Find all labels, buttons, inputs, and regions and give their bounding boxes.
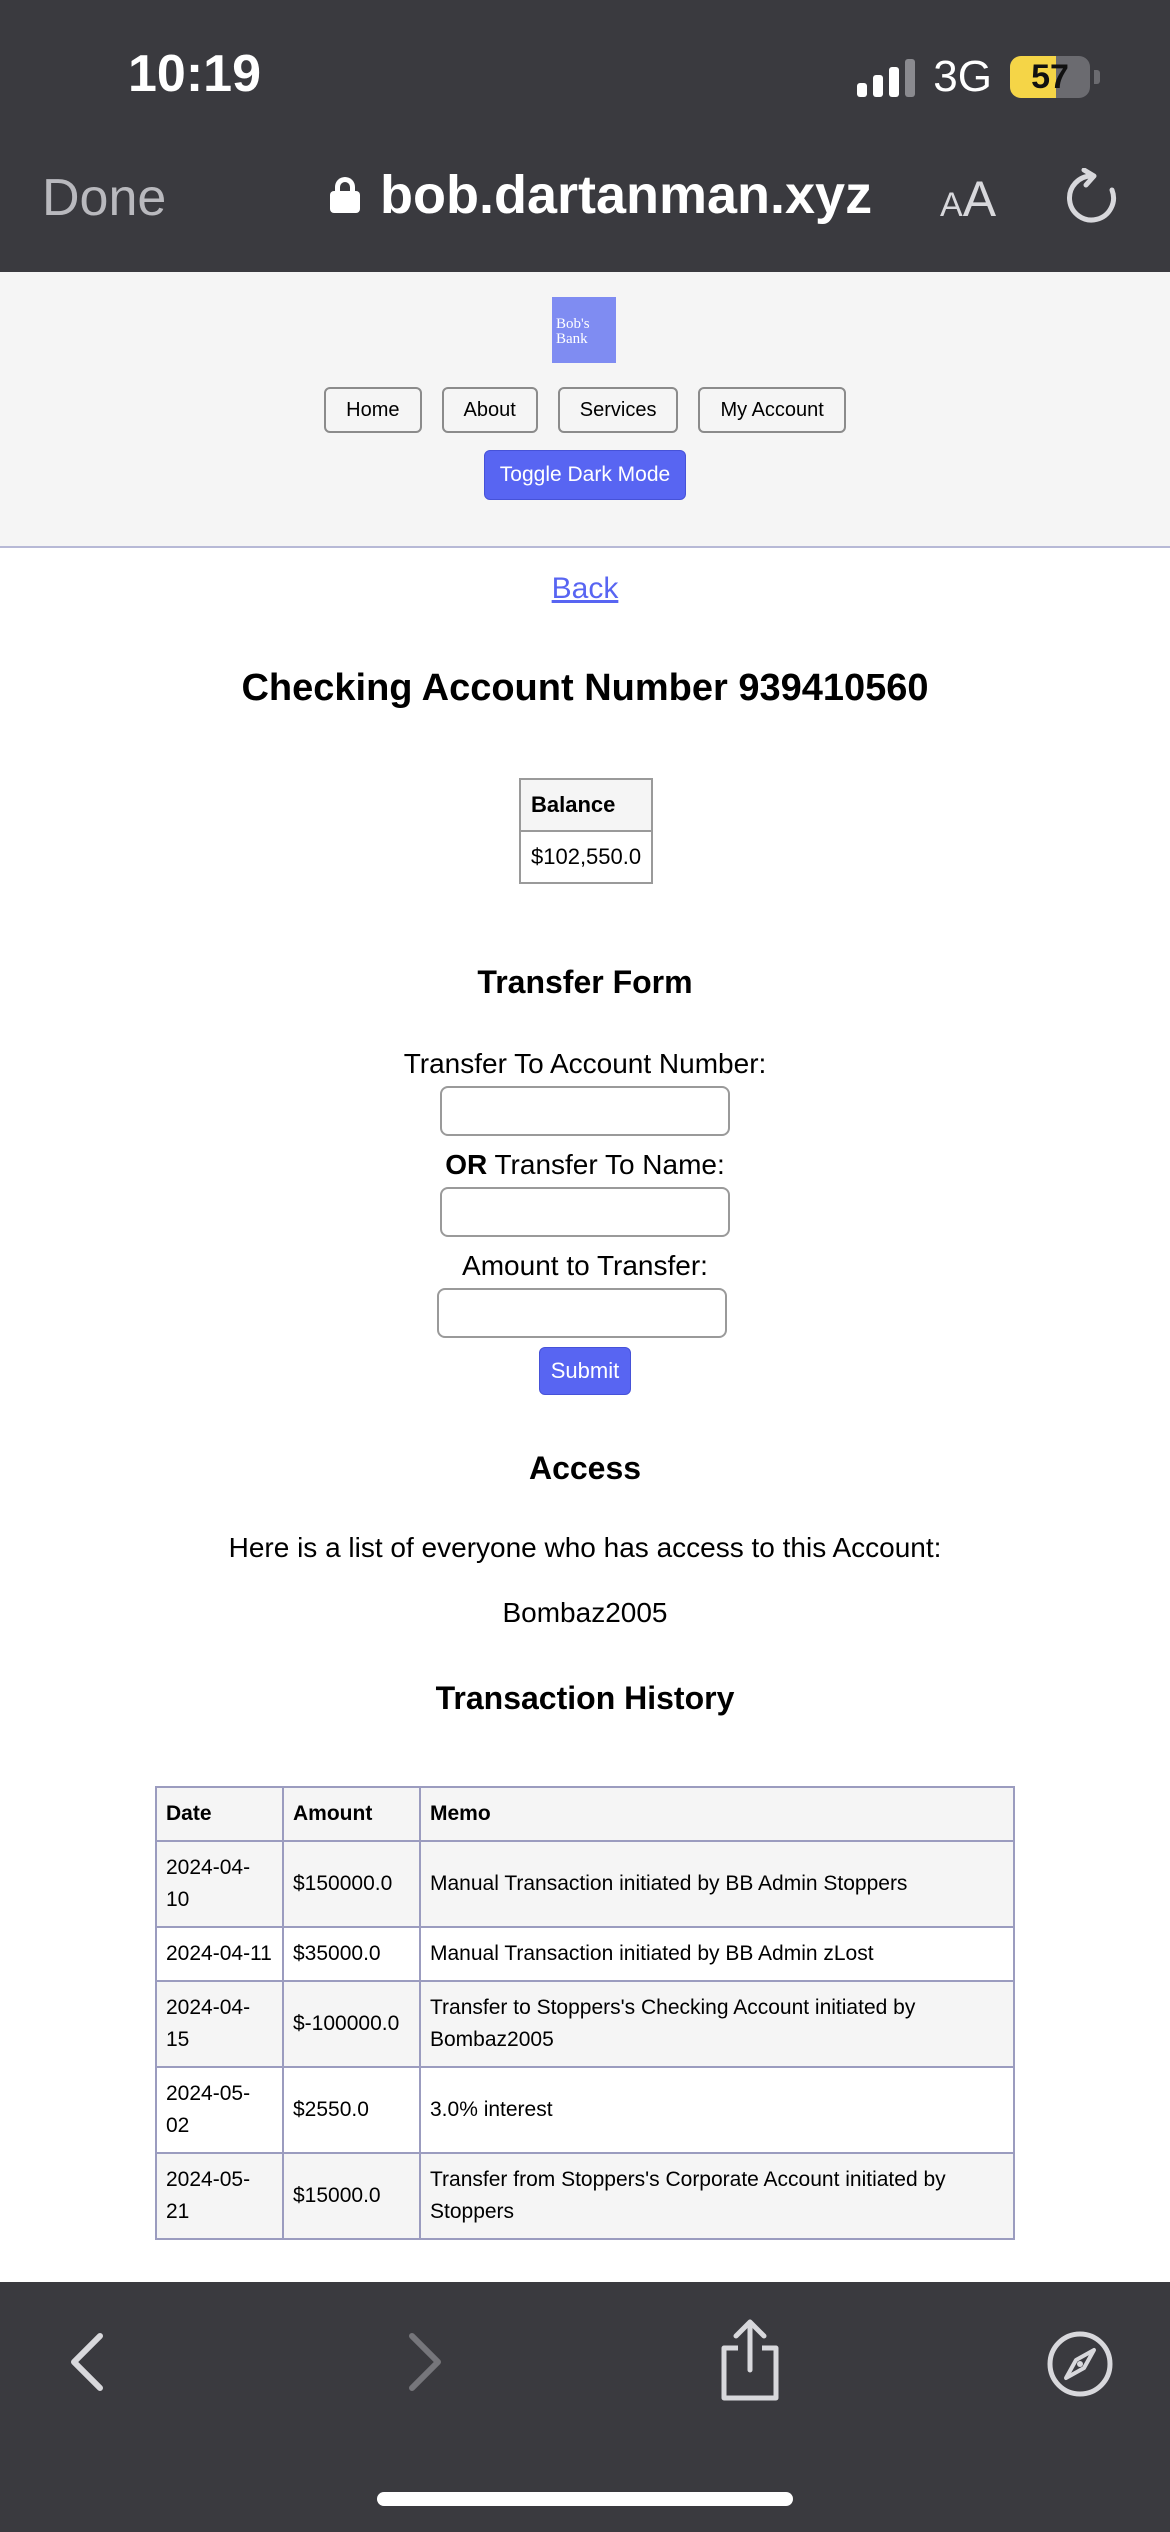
browser-top-bar [0,0,1170,272]
forward-chevron-icon[interactable] [402,2330,446,2394]
balance-value: $102,550.0 [520,831,652,883]
table-header-row [156,1787,1014,1841]
column-header-date: Date [156,1787,283,1841]
submit-button[interactable]: Submit [539,1347,631,1395]
transfer-amount-label: Amount to Transfer: [462,1250,708,1281]
column-header-memo: Memo [420,1787,1014,1841]
share-icon[interactable] [718,2318,782,2402]
back-link[interactable] [0,572,1170,606]
nav-home-button[interactable]: Home [324,387,421,433]
tx-amount: $35000.0 [283,1927,420,1981]
tx-amount: $15000.0 [283,2153,420,2239]
transfer-form-title: Transfer Form [477,964,693,1000]
site-header [0,272,1170,548]
tx-amount: $-100000.0 [283,1981,420,2067]
transaction-history-title: Transaction History [435,1680,735,1716]
tx-date: 2024-05-21 [156,2153,283,2239]
reload-icon[interactable] [1066,168,1118,224]
table-row [156,1927,1014,1981]
transfer-account-label: Transfer To Account Number: [403,1048,767,1079]
nav-my-account-button[interactable]: My Account [698,387,845,433]
network-type: 3G [933,52,992,101]
tx-date: 2024-04-11 [156,1927,283,1981]
account-title: Checking Account Number 939410560 [241,667,929,709]
text-size-small-glyph: A [940,186,963,224]
text-size-button[interactable] [940,170,996,228]
lock-icon [330,177,360,213]
tx-date: 2024-05-02 [156,2067,283,2153]
logo-line-1: Bob's [556,316,590,332]
back-link-label[interactable]: Back [551,572,619,605]
table-row [156,1981,1014,2067]
transfer-name-label [0,1149,1170,1181]
address-bar[interactable] [330,164,872,226]
battery-tip [1094,70,1100,84]
tx-memo: Transfer to Stoppers's Checking Account initiated by Bombaz2005 [420,1981,1014,2067]
transaction-table [155,1786,1015,2240]
tx-date: 2024-04-10 [156,1841,283,1927]
tx-date: 2024-04-15 [156,1981,283,2067]
battery-icon [1010,56,1090,98]
battery-percent: 57 [1031,57,1069,96]
balance-header: Balance [520,779,652,831]
back-chevron-icon[interactable] [66,2330,110,2394]
transfer-amount-input[interactable] [437,1288,727,1338]
home-indicator[interactable] [377,2492,793,2506]
access-description: Here is a list of everyone who has access to this Account: [228,1532,942,1563]
main-nav [0,387,1170,433]
table-row [156,2067,1014,2153]
cell-signal-icon [857,57,915,97]
tx-amount: $2550.0 [283,2067,420,2153]
transfer-account-input[interactable] [440,1086,730,1136]
status-indicators [857,52,1100,102]
logo-line-2: Bank [556,331,588,347]
tx-amount: $150000.0 [283,1841,420,1927]
nav-about-button[interactable]: About [442,387,538,433]
transfer-name-label-text: Transfer To Name: [487,1149,725,1180]
nav-services-button[interactable]: Services [558,387,679,433]
table-row [156,1841,1014,1927]
status-time: 10:19 [128,45,261,103]
or-label: OR [445,1149,488,1180]
url-text: bob.dartanman.xyz [380,165,873,225]
compass-icon[interactable] [1046,2330,1114,2398]
table-row [156,2153,1014,2239]
tx-memo: Manual Transaction initiated by BB Admin Stoppers [420,1841,1014,1927]
tx-memo: 3.0% interest [420,2067,1014,2153]
access-user: Bombaz2005 [502,1597,668,1628]
access-title: Access [528,1450,642,1486]
tx-memo: Manual Transaction initiated by BB Admin zLost [420,1927,1014,1981]
tx-memo: Transfer from Stoppers's Corporate Account initiated by Stoppers [420,2153,1014,2239]
done-button[interactable]: Done [42,169,167,227]
balance-table [519,778,653,884]
toggle-dark-mode-button[interactable]: Toggle Dark Mode [484,450,686,500]
bank-logo[interactable] [552,297,616,363]
transfer-name-input[interactable] [440,1187,730,1237]
column-header-amount: Amount [283,1787,420,1841]
text-size-big-glyph: A [962,171,997,227]
